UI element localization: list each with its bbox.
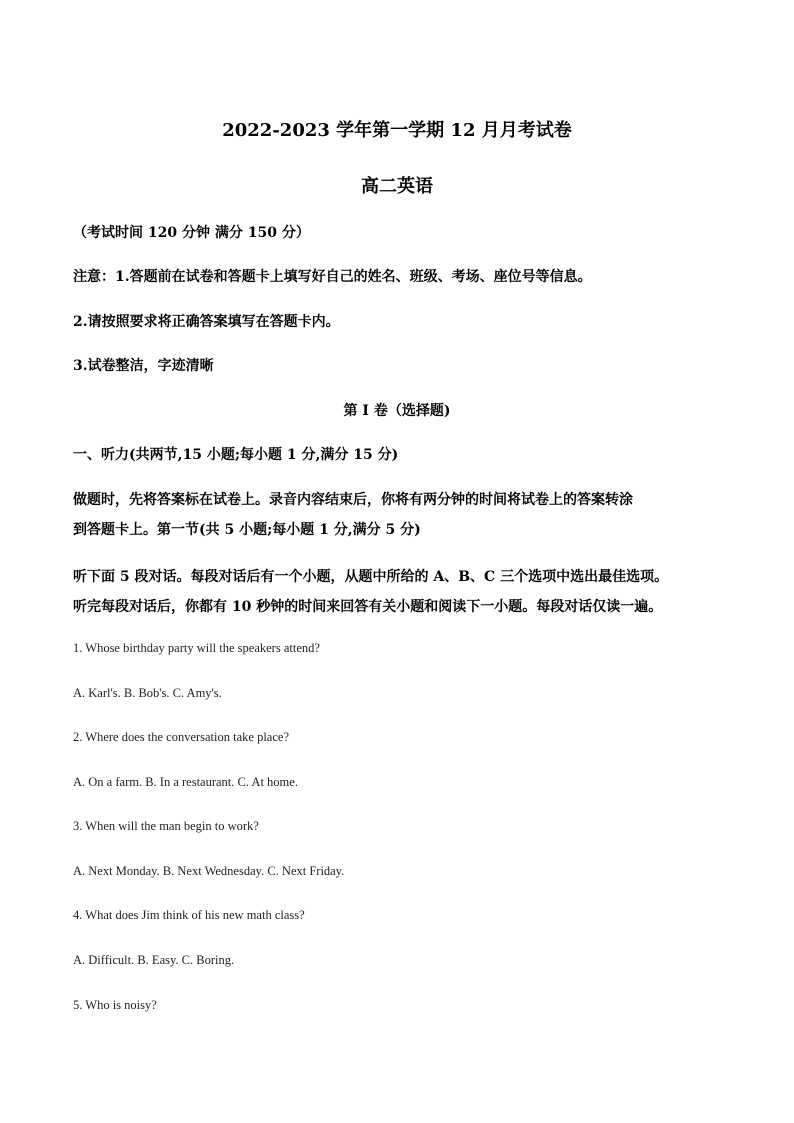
question-1: 1. Whose birthday party will the speakers attend?: [73, 641, 320, 655]
instruction-2-line-2: 听完每段对话后，你都有 10 秒钟的时间来回答有关小题和阅读下一小题。每段对话仅读一遍。: [73, 599, 663, 615]
part-title: 第 I 卷（选择题): [343, 403, 451, 419]
note-1: 注意：1.答题前在试卷和答题卡上填写好自己的姓名、班级、考场、座位号等信息。: [73, 269, 592, 285]
instruction-1-line-1: 做题时，先将答案标在试卷上。录音内容结束后，你将有两分钟的时间将试卷上的答案转涂: [73, 492, 633, 508]
note-2: 2.请按照要求将正确答案填写在答题卡内。: [73, 314, 340, 330]
question-5: 5. Who is noisy?: [73, 998, 157, 1012]
section-title: 一、听力(共两节,15 小题;每小题 1 分,满分 15 分): [73, 447, 399, 463]
exam-info: （考试时间 120 分钟 满分 150 分）: [73, 225, 310, 241]
answer-options-2: A. On a farm. B. In a restaurant. C. At home.: [73, 775, 298, 789]
answer-options-1: A. Karl's. B. Bob's. C. Amy's.: [73, 686, 222, 700]
exam-subject: 高二英语: [361, 176, 433, 197]
exam-title: 2022-2023 学年第一学期 12 月月考试卷: [222, 120, 572, 141]
question-2: 2. Where does the conversation take place?: [73, 730, 289, 744]
question-4: 4. What does Jim think of his new math class?: [73, 908, 305, 922]
answer-options-3: A. Next Monday. B. Next Wednesday. C. Next Friday.: [73, 864, 345, 878]
question-3: 3. When will the man begin to work?: [73, 819, 259, 833]
note-3: 3.试卷整洁，字迹清晰: [73, 358, 214, 374]
instruction-2-line-1: 听下面 5 段对话。每段对话后有一个小题，从题中所给的 A、B、C 三个选项中选出最佳选项。: [73, 569, 669, 585]
instruction-1-line-2: 到答题卡上。第一节(共 5 小题;每小题 1 分,满分 5 分): [73, 522, 421, 538]
answer-options-4: A. Difficult. B. Easy. C. Boring.: [73, 953, 235, 967]
